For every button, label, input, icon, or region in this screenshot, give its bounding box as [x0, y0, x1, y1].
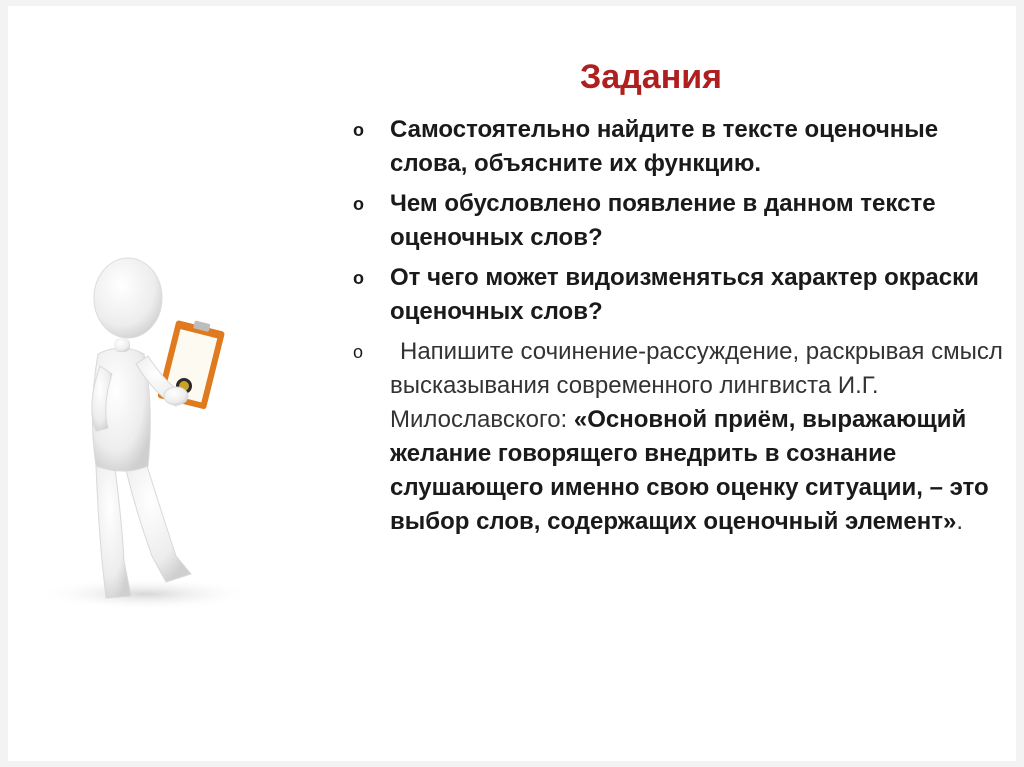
task-text: От чего может видоизменяться характер окраски оценочных слов?: [390, 264, 979, 325]
task-text: Самостоятельно найдите в тексте оценочные слова, объясните их функцию.: [390, 116, 939, 177]
slide-title: Задания: [580, 58, 722, 96]
task-text: Чем обусловлено появление в данном тексте оценочных слов?: [390, 190, 936, 251]
list-item: [353, 261, 1003, 329]
list-item: [353, 187, 1003, 255]
task-list: [353, 113, 1003, 545]
bullet-circle-icon: o: [353, 268, 364, 288]
slide: [8, 6, 1016, 761]
task-end-text: .: [956, 508, 964, 535]
bullet-circle-icon: o: [353, 342, 364, 362]
person-figure-icon: [26, 256, 326, 616]
task-quote-text: «Основной приём, выражающий желание говорящего внедрить в сознание слушающего именно свою оценку ситуации, – это выбор слов, содержащих оценочный элемент»: [390, 406, 989, 535]
list-item: [353, 335, 1003, 539]
person-with-clipboard-illustration: [26, 256, 326, 616]
bullet-circle-icon: o: [353, 194, 364, 214]
bullet-circle-icon: o: [353, 120, 364, 140]
list-item: [353, 113, 1003, 181]
task-lead-text: Напишите сочинение-рассуждение, раскрывая смысл высказывания современного лингвиста И.Г. Милославского:: [390, 338, 1003, 433]
